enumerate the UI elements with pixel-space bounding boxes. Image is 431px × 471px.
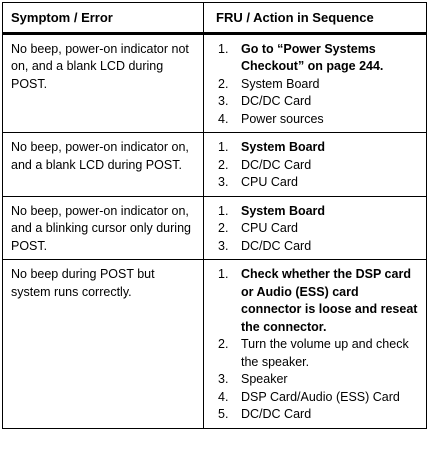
header-row <box>3 3 427 34</box>
action-step <box>218 93 420 111</box>
symptom-cell: No beep, power-on indicator on, and a blinking cursor only during POST. <box>3 196 204 260</box>
fru-action-cell <box>204 196 427 260</box>
step-number: 1. <box>218 267 229 281</box>
step-number: 5. <box>218 407 229 421</box>
table-row <box>3 133 427 197</box>
action-step <box>218 41 420 76</box>
symptom-column-header: Symptom / Error <box>3 3 204 34</box>
step-text: CPU Card <box>241 175 298 189</box>
symptom-cell: No beep, power-on indicator on, and a blank LCD during POST. <box>3 133 204 197</box>
action-step <box>218 139 420 157</box>
step-text: Speaker <box>241 372 288 386</box>
step-text: Check whether the DSP card or Audio (ESS) card connector is loose and reseat the connector. <box>241 267 418 334</box>
action-step <box>218 76 420 94</box>
fru-action-cell <box>204 133 427 197</box>
table-row <box>3 33 427 133</box>
step-number: 2. <box>218 76 229 91</box>
step-number: 2. <box>218 221 229 235</box>
action-step <box>218 238 420 256</box>
step-text: System Board <box>241 140 326 154</box>
table-header <box>3 3 427 34</box>
action-step <box>218 371 420 389</box>
fru-action-column-header: FRU / Action in Sequence <box>204 3 427 34</box>
symptom-fru-table <box>2 2 427 429</box>
step-text: Go to “Power Systems Checkout” on page 244. <box>241 41 384 73</box>
step-text: DSP Card/Audio (ESS) Card <box>241 389 400 404</box>
step-number: 3. <box>218 372 229 386</box>
action-step <box>218 203 420 221</box>
step-text: DC/DC Card <box>241 94 312 108</box>
action-step <box>218 266 420 336</box>
symptom-cell: No beep, power-on indicator not on, and a blank LCD during POST. <box>3 33 204 133</box>
step-number: 3. <box>218 238 229 253</box>
step-number: 2. <box>218 337 229 351</box>
action-step <box>218 174 420 192</box>
step-number: 3. <box>218 175 229 189</box>
step-number: 4. <box>218 389 229 404</box>
symptom-cell: No beep during POST but system runs correctly. <box>3 260 204 429</box>
action-step <box>218 111 420 129</box>
action-step-list <box>218 41 420 129</box>
step-text: System Board <box>241 76 320 91</box>
action-step-list <box>218 139 420 192</box>
step-number: 1. <box>218 203 229 218</box>
action-step-list <box>218 266 420 424</box>
step-text: Turn the volume up and check the speaker. <box>241 337 409 369</box>
step-text: CPU Card <box>241 221 298 235</box>
action-step <box>218 157 420 175</box>
table-body <box>3 33 427 428</box>
step-text: Power sources <box>241 111 324 126</box>
step-number: 1. <box>218 140 229 154</box>
action-step <box>218 389 420 407</box>
step-text: DC/DC Card <box>241 238 312 253</box>
table-row <box>3 260 427 429</box>
fru-action-cell <box>204 260 427 429</box>
step-number: 1. <box>218 41 229 56</box>
step-number: 2. <box>218 157 229 172</box>
step-number: 4. <box>218 111 229 126</box>
step-text: DC/DC Card <box>241 157 312 172</box>
action-step <box>218 406 420 424</box>
table-row <box>3 196 427 260</box>
fru-action-cell <box>204 33 427 133</box>
action-step <box>218 336 420 371</box>
action-step-list <box>218 203 420 256</box>
action-step <box>218 220 420 238</box>
step-number: 3. <box>218 94 229 108</box>
step-text: System Board <box>241 203 326 218</box>
step-text: DC/DC Card <box>241 407 312 421</box>
